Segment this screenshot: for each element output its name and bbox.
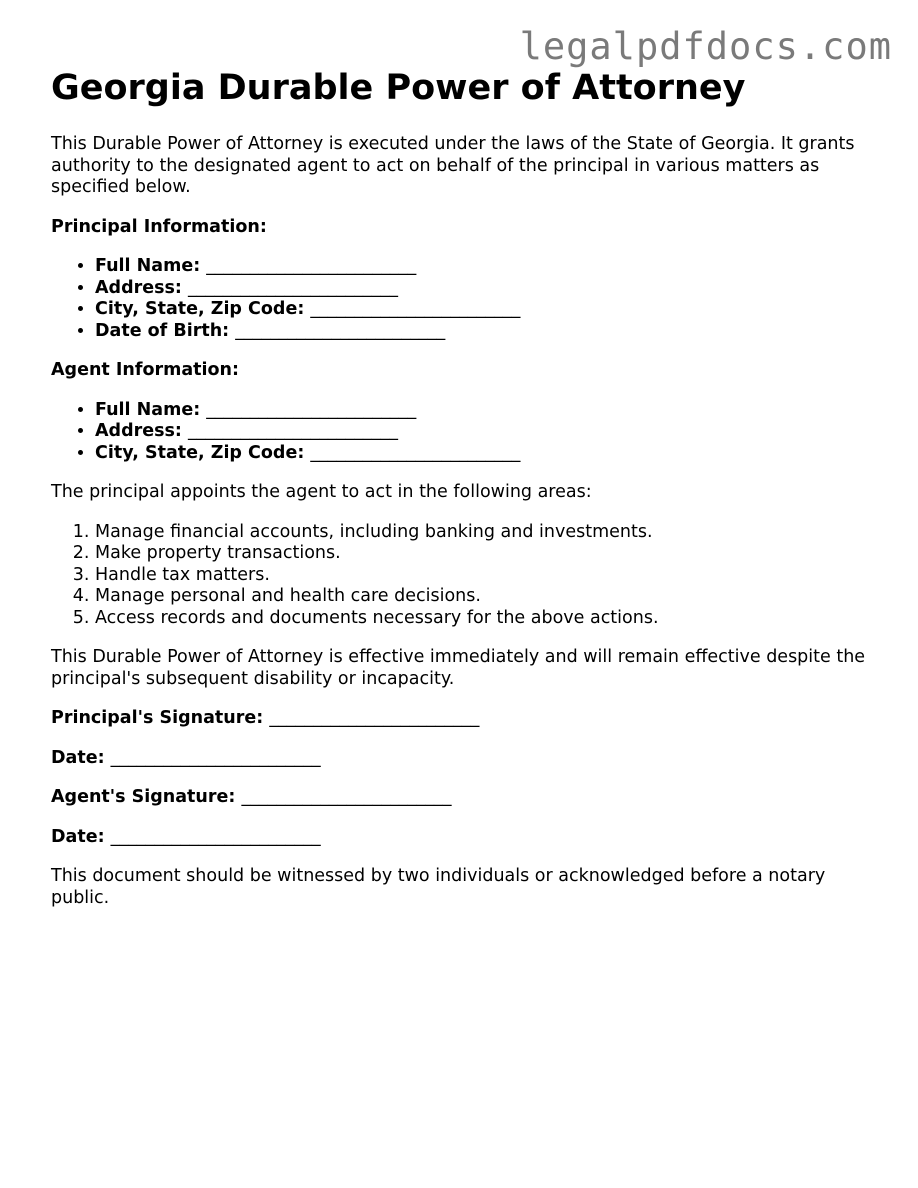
document-page bbox=[51, 66, 866, 909]
blank-line: ________________________ bbox=[310, 442, 521, 463]
watermark: legalpdfdocs.com bbox=[519, 25, 892, 68]
list-item: 5. Access records and documents necessary for the above actions. bbox=[95, 608, 866, 630]
list-item: 2. Make property transactions. bbox=[95, 543, 866, 565]
signature-label: Agent's Signature: bbox=[51, 787, 236, 807]
list-item bbox=[95, 321, 866, 343]
blank-line: ________________________ bbox=[235, 320, 446, 341]
list-item bbox=[95, 278, 866, 300]
blank-line: ________________________ bbox=[206, 399, 417, 420]
page-title: Georgia Durable Power of Attorney bbox=[51, 68, 746, 108]
blank-line: ________________________ bbox=[269, 708, 480, 728]
blank-line: ________________________ bbox=[110, 747, 321, 768]
list-item bbox=[95, 256, 866, 278]
principal-info-heading: Principal Information: bbox=[51, 216, 267, 237]
blank-line: ________________________ bbox=[206, 256, 417, 276]
blank-line: ________________________ bbox=[188, 277, 399, 298]
list-item bbox=[95, 443, 866, 465]
agent-signature-line bbox=[51, 787, 866, 809]
field-label: Address: bbox=[95, 277, 182, 298]
agent-info-list bbox=[51, 400, 866, 465]
list-item bbox=[95, 400, 866, 422]
agent-info-heading: Agent Information: bbox=[51, 360, 239, 380]
date-label: Date: bbox=[51, 826, 105, 847]
principal-date-line bbox=[51, 748, 866, 770]
footer-paragraph: This document should be witnessed by two individuals or acknowledged before a notary public. bbox=[51, 866, 826, 908]
field-label: Full Name: bbox=[95, 399, 201, 420]
list-item: 3. Handle tax matters. bbox=[95, 565, 866, 587]
powers-list bbox=[51, 522, 866, 630]
blank-line: ________________________ bbox=[110, 826, 321, 847]
principal-signature-line bbox=[51, 708, 866, 730]
field-label: City, State, Zip Code: bbox=[95, 442, 305, 463]
appoints-paragraph: The principal appoints the agent to act in the following areas: bbox=[51, 482, 592, 502]
field-label: City, State, Zip Code: bbox=[95, 299, 305, 319]
field-label: Address: bbox=[95, 421, 182, 441]
blank-line: ________________________ bbox=[241, 787, 452, 807]
blank-line: ________________________ bbox=[310, 299, 521, 319]
field-label: Date of Birth: bbox=[95, 320, 230, 341]
date-label: Date: bbox=[51, 747, 105, 768]
list-item bbox=[95, 299, 866, 321]
signature-label: Principal's Signature: bbox=[51, 708, 264, 728]
effective-paragraph: This Durable Power of Attorney is effective immediately and will remain effective despite the principal's subsequent disability or incapacity. bbox=[51, 647, 866, 689]
blank-line: ________________________ bbox=[188, 421, 399, 441]
list-item: 4. Manage personal and health care decisions. bbox=[95, 586, 866, 608]
list-item: 1. Manage financial accounts, including banking and investments. bbox=[95, 522, 866, 544]
principal-info-list bbox=[51, 256, 866, 342]
intro-paragraph: This Durable Power of Attorney is executed under the laws of the State of Georgia. It grants authority to the designated agent to act on behalf of the principal in various matters as specified below. bbox=[51, 134, 855, 197]
list-item bbox=[95, 421, 866, 443]
field-label: Full Name: bbox=[95, 256, 201, 276]
agent-date-line bbox=[51, 827, 866, 849]
